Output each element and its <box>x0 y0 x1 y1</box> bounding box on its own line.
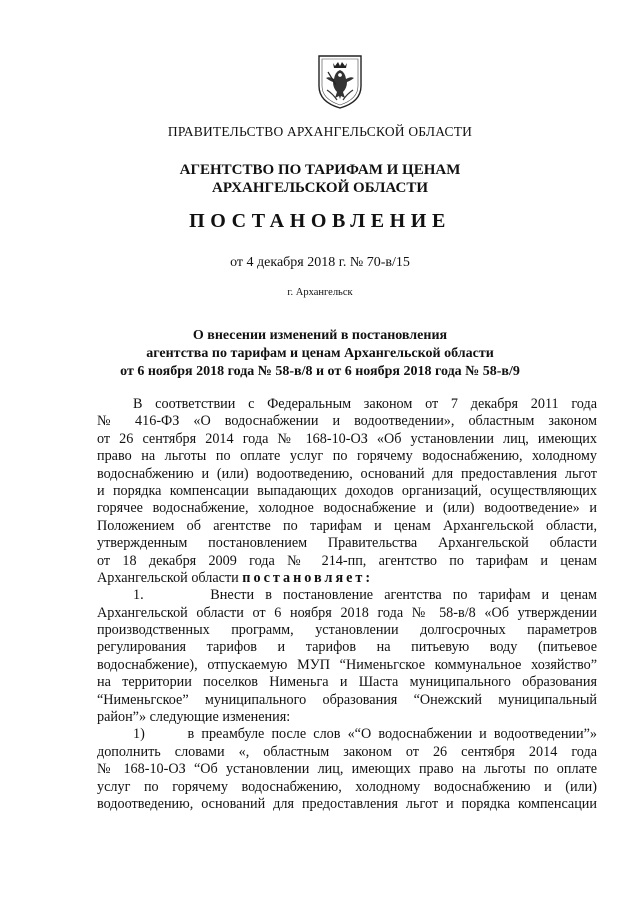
agency-line-1: АГЕНТСТВО ПО ТАРИФАМ И ЦЕНАМ <box>179 162 461 178</box>
paragraph-item-1 <box>97 587 597 726</box>
document-date-number: от 4 декабря 2018 г. № 70-в/15 <box>230 255 410 270</box>
text-line: водоснабжение), отпускаемую МУП “Нименьгское коммунальное хозяйство” <box>97 656 597 673</box>
title-line-2: агентства по тарифам и ценам Архангельской области <box>146 346 494 361</box>
document-city: г. Архангельск <box>287 287 353 298</box>
text-line: услуг по горячему водоснабжению, холодному водоснабжению и (или) <box>97 778 597 795</box>
text-line: 1) в преамбуле после слов «“О водоснабжении и водоотведении”» <box>133 726 597 743</box>
text-line: № 416-ФЗ «О водоснабжении и водоотведении», областным законом <box>97 413 597 430</box>
text-line: право на льготы по оплате услуг по горячему водоснабжению, холодному <box>97 448 597 465</box>
text-line: и порядка компенсации выпадающих доходов организаций, осуществляющих <box>97 482 597 499</box>
document-type: ПОСТАНОВЛЕНИЕ <box>189 210 451 232</box>
paragraph-subitem-1 <box>97 726 597 813</box>
text-line: 1. Внести в постановление агентства по тарифам и ценам <box>133 587 597 604</box>
text-line: Архангельской области от 6 ноября 2018 года № 58-в/8 «Об утверждении <box>97 604 597 621</box>
text-line: от 26 сентября 2014 года № 168-10-ОЗ «Об установлении лиц, имеющих <box>97 430 597 447</box>
title-line-3: от 6 ноября 2018 года № 58-в/8 и от 6 ноября 2018 года № 58-в/9 <box>120 364 520 379</box>
document-body <box>97 396 597 813</box>
text-line: горячее водоснабжение, холодное водоснабжение и (или) водоотведение» и <box>97 500 597 517</box>
text-line: водоотведению, оснований для предоставления льгот и порядка компенсации <box>97 795 597 812</box>
agency-line-2: АРХАНГЕЛЬСКОЙ ОБЛАСТИ <box>212 180 428 196</box>
text-line: № 168-10-ОЗ “Об установлении лиц, имеющих право на льготы по оплате <box>97 761 597 778</box>
text-line: регулирования тарифов и тарифов на питьевую воду (питьевое <box>97 639 597 656</box>
text-line: на территории поселков Нименьга и Шаста муниципального образования <box>97 674 597 691</box>
text-line: дополнить словами «, областным законом от 26 сентября 2014 года <box>97 743 597 760</box>
text-line: В соответствии с Федеральным законом от 7 декабря 2011 года <box>133 396 597 412</box>
government-name: ПРАВИТЕЛЬСТВО АРХАНГЕЛЬСКОЙ ОБЛАСТИ <box>167 124 473 139</box>
paragraph-preamble <box>97 396 597 587</box>
text-line: водоснабжению и (или) водоотведению, оснований для предоставления льгот <box>97 465 597 482</box>
coat-of-arms-icon <box>313 52 367 110</box>
resolution-word: постановляет: <box>242 569 374 586</box>
document-title <box>0 327 640 381</box>
text-line: район”» следующие изменения: <box>97 709 291 726</box>
text-fragment: Архангельской области <box>97 569 243 586</box>
title-line-1: О внесении изменений в постановления <box>192 328 448 343</box>
text-line <box>97 570 597 587</box>
text-line: производственных программ, установлении долгосрочных параметров <box>97 622 597 639</box>
text-line: Положением об агентстве по тарифам и ценам Архангельской области, <box>97 517 597 534</box>
text-line: “Нименьгское” муниципального образования “Онежский муниципальный <box>97 691 597 708</box>
text-line: утвержденным постановлением Правительства Архангельской области <box>97 535 597 552</box>
agency-name <box>0 161 640 197</box>
text-line: от 18 декабря 2009 года № 214-пп, агентство по тарифам и ценам <box>97 552 597 569</box>
